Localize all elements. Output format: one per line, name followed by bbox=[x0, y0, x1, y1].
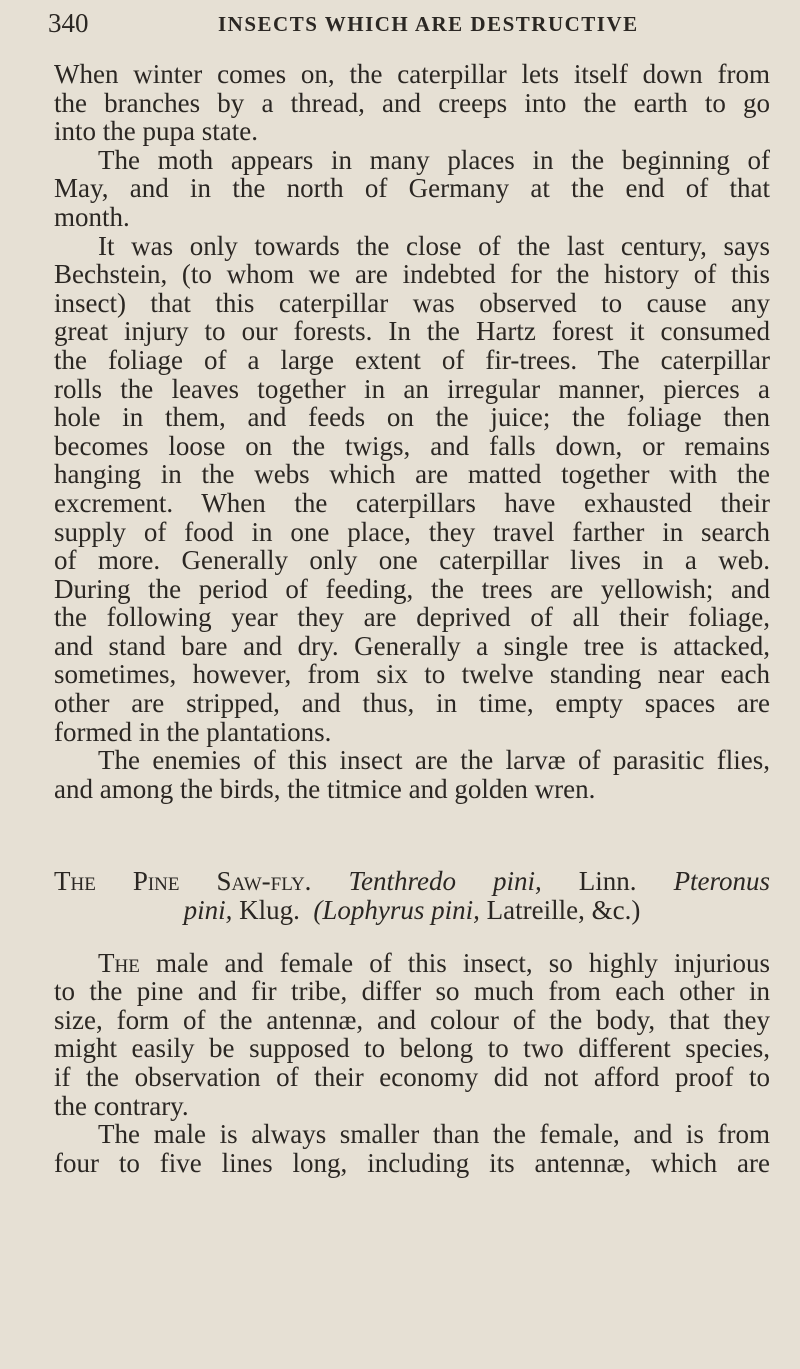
text-line: great injury to our forests. In the Hartz forest it consumed bbox=[54, 316, 770, 347]
text-line: becomes loose on the twigs, and falls down, or remains bbox=[54, 430, 770, 461]
species-name: pini, bbox=[183, 895, 233, 926]
page-number: 340 bbox=[48, 8, 89, 38]
text-line: other are stripped, and thus, in time, empty spaces are bbox=[54, 688, 770, 719]
text-line: to the pine and fir tribe, differ so much from each other in bbox=[54, 976, 770, 1007]
text-line: into the pupa state. bbox=[54, 116, 258, 147]
text-line: During the period of feeding, the trees are yellowish; and bbox=[54, 573, 770, 604]
text-line bbox=[54, 949, 770, 978]
paragraph-enemies bbox=[54, 746, 770, 803]
section-heading bbox=[54, 867, 770, 924]
text-line: It was only towards the close of the last century, says bbox=[98, 230, 770, 261]
text-line: Bechstein, (to whom we are indebted for the history of this bbox=[54, 259, 770, 290]
paragraph-moth bbox=[54, 146, 770, 232]
heading-line-2 bbox=[54, 896, 770, 925]
text-span: male and female of this insect, so highly injurious bbox=[155, 947, 770, 978]
text-line: insect) that this caterpillar was observed to cause any bbox=[54, 287, 770, 318]
paragraph-bechstein bbox=[54, 232, 770, 747]
text-line: formed in the plantations. bbox=[54, 716, 332, 747]
authority: Linn. bbox=[578, 866, 637, 897]
page-body bbox=[54, 60, 770, 1177]
first-word: The bbox=[98, 947, 140, 978]
paragraph-caterpillar-pupa bbox=[54, 60, 770, 146]
text-line: month. bbox=[54, 201, 130, 232]
text-line: might easily be supposed to belong to two different species, bbox=[54, 1033, 770, 1064]
text-line: excrement. When the caterpillars have exhausted their bbox=[54, 487, 770, 518]
text-line: and stand bare and dry. Generally a single tree is attacked, bbox=[54, 630, 770, 661]
running-header bbox=[48, 8, 768, 38]
text-line: hole in them, and feeds on the juice; the foliage then bbox=[54, 402, 770, 433]
text-line: hanging in the webs which are matted together with the bbox=[54, 459, 770, 490]
paragraph-male-female bbox=[54, 949, 770, 1121]
synonym: (Lophyrus pini, bbox=[313, 895, 480, 926]
paragraph-male-size bbox=[54, 1120, 770, 1177]
text-line: four to five lines long, including its antennæ, which are bbox=[54, 1147, 770, 1178]
running-title: INSECTS WHICH ARE DESTRUCTIVE bbox=[218, 12, 639, 36]
text-line: and among the birds, the titmice and golden wren. bbox=[54, 773, 596, 804]
text-line: rolls the leaves together in an irregular manner, pierces a bbox=[54, 373, 770, 404]
text-line: The moth appears in many places in the beginning of bbox=[98, 144, 770, 175]
heading-title: The Pine Saw-fly. bbox=[54, 866, 312, 897]
species-name: Tenthredo pini, bbox=[348, 866, 542, 897]
text-line: sometimes, however, from six to twelve standing near each bbox=[54, 659, 770, 690]
genus-name: Pteronus bbox=[673, 866, 771, 897]
authority: Klug. bbox=[239, 895, 300, 926]
text-line: size, form of the antennæ, and colour of the body, that they bbox=[54, 1004, 770, 1035]
text-line: The male is always smaller than the female, and is from bbox=[98, 1119, 770, 1150]
text-line: When winter comes on, the caterpillar lets itself down from bbox=[54, 59, 770, 89]
text-line: the following year they are deprived of all their foliage, bbox=[54, 602, 770, 633]
text-line: of more. Generally only one caterpillar lives in a web. bbox=[54, 545, 770, 576]
text-line: the branches by a thread, and creeps into the earth to go bbox=[54, 87, 770, 118]
text-line: May, and in the north of Germany at the end of that bbox=[54, 173, 770, 204]
text-line: the foliage of a large extent of fir-trees. The caterpillar bbox=[54, 344, 770, 375]
authority: Latreille, &c.) bbox=[486, 895, 641, 926]
text-line: The enemies of this insect are the larvæ of parasitic flies, bbox=[98, 745, 770, 776]
heading-line-1 bbox=[54, 867, 770, 896]
text-line: the contrary. bbox=[54, 1090, 189, 1121]
text-line: supply of food in one place, they travel farther in search bbox=[54, 516, 770, 547]
text-line: if the observation of their economy did not afford proof to bbox=[54, 1062, 770, 1092]
